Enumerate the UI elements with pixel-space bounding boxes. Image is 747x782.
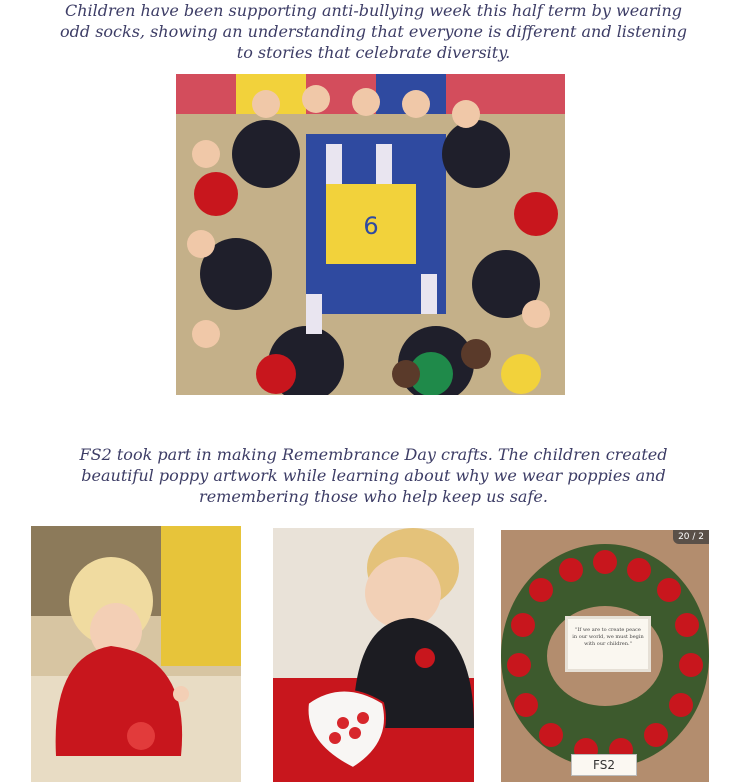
quote-card: "If we are to create peace in our world, we must begin with our children."	[565, 616, 651, 672]
remembrance-paragraph: FS2 took part in making Remembrance Day crafts. The children created beautiful poppy artwork while learning about why we wear poppies and remembering those who help keep us safe.	[79, 445, 668, 506]
girl-poppy-craft-photo	[31, 526, 241, 782]
odd-socks-circle-photo	[176, 74, 565, 395]
poppy-wreath-photo	[501, 530, 709, 782]
boy-poppy-craft-photo	[273, 528, 474, 782]
svg-text:6: 6	[363, 212, 379, 240]
wreath-label: FS2	[571, 754, 637, 776]
gallery-counter: 20 / 2	[673, 530, 709, 544]
anti-bullying-paragraph: Children have been supporting anti-bullying week this half term by wearing odd socks, showing an understanding that everyone is different and listening to stories that celebrate diversity.	[60, 1, 687, 62]
